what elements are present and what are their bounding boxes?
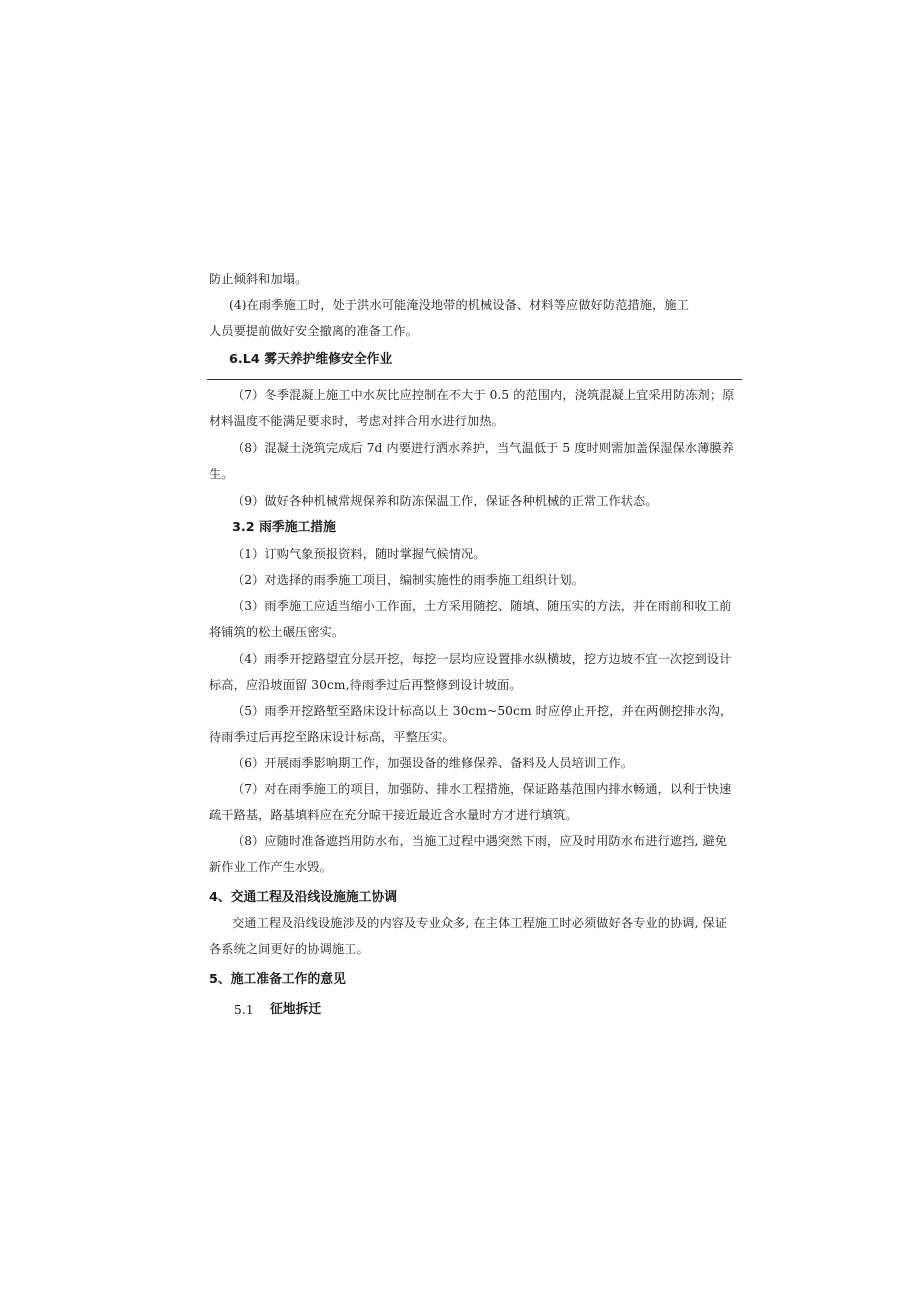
paragraph-line: 材料温度不能满足要求时，考虑对拌合用水进行加热。 bbox=[209, 414, 504, 428]
paragraph-line: 待雨季过后再挖至路床设计标高，平整压实。 bbox=[209, 730, 455, 744]
paragraph-line: 疏干路基，路基填料应在充分晾干接近最近含水量时方才进行填筑。 bbox=[209, 808, 578, 822]
paragraph-line: 防止倾斜和加塌。 bbox=[209, 272, 308, 286]
section-heading-5: 5、施工准备工作的意见 bbox=[209, 972, 346, 987]
paragraph-line: （9）做好各种机械常规保养和防冻保温工作，保证各种机械的正常工作状态。 bbox=[232, 494, 658, 508]
horizontal-rule bbox=[207, 379, 742, 380]
paragraph-line: （4）雨季开挖路望宜分层开挖，每挖一层均应设置排水纵横坡，挖方边坡不宜一次挖到设计 bbox=[232, 652, 732, 666]
section-number-5-1: 5.1 bbox=[234, 1003, 254, 1017]
paragraph-line: 生。 bbox=[209, 467, 234, 481]
paragraph-line: 将铺筑的松土碾压密实。 bbox=[209, 625, 345, 639]
paragraph-line: 标高，应沿坡面留 30cm,待雨季过后再整修到设计坡面。 bbox=[209, 678, 522, 692]
paragraph-line: （7）冬季混凝上施工中水灰比应控制在不大于 0.5 的范围内，浇筑混凝上宜采用防冻剂；原 bbox=[232, 388, 735, 402]
paragraph-line: 各系统之间更好的协调施工。 bbox=[209, 942, 369, 956]
paragraph-line: （5）雨季开挖路堑至路床设计标高以上 30cm~50cm 时应停止开挖，并在两侧挖排水沟， bbox=[232, 704, 733, 718]
paragraph-line: （3）雨季施工应适当缩小工作面，土方采用随挖、随填、随压实的方法，并在雨前和收工前 bbox=[232, 599, 732, 613]
paragraph-line: （7）对在雨季施工的项目，加强防、排水工程措施，保证路基范围内排水畅通，以利于快速 bbox=[232, 782, 732, 796]
section-heading-4: 4、交通工程及沿线设施施工协调 bbox=[209, 890, 398, 905]
paragraph-line: 人员要提前做好安全撤离的准备工作。 bbox=[209, 324, 418, 338]
paragraph-line: （8）混凝土浇筑完成后 7d 内要进行洒水养护，当气温低于 5 度时则需加盖保湿保水薄膜养 bbox=[232, 441, 734, 455]
paragraph-line: (4)在雨季施工时，处于洪水可能淹没地带的机械设备、材料等应做好防范措施，施工 bbox=[229, 298, 689, 312]
paragraph-line: （2）对选择的雨季施工项目，编制实施性的雨季施工组织计划。 bbox=[232, 573, 584, 587]
paragraph-line: 新作业工作产生水毁。 bbox=[209, 860, 332, 874]
section-heading-6-1-4: 6.L4 雾天养护维修安全作业 bbox=[229, 352, 393, 367]
paragraph-line: 交通工程及沿线设施涉及的内容及专业众多, 在主体工程施工时必须做好各专业的协调, 保证 bbox=[232, 916, 728, 930]
paragraph-line: （6）开展雨季影响期工作，加强设备的维修保养、备料及人员培训工作。 bbox=[232, 756, 634, 770]
section-heading-3-2: 3.2 雨季施工措施 bbox=[232, 520, 336, 535]
paragraph-line: （1）订购气象预报资料，随时掌握气候情况。 bbox=[232, 547, 486, 561]
section-heading-5-1: 征地拆迁 bbox=[270, 1002, 322, 1017]
paragraph-line: （8）应随时准备遮挡用防水布，当施工过程中遇突然下雨，应及时用防水布进行遮挡, 避免 bbox=[232, 834, 728, 848]
